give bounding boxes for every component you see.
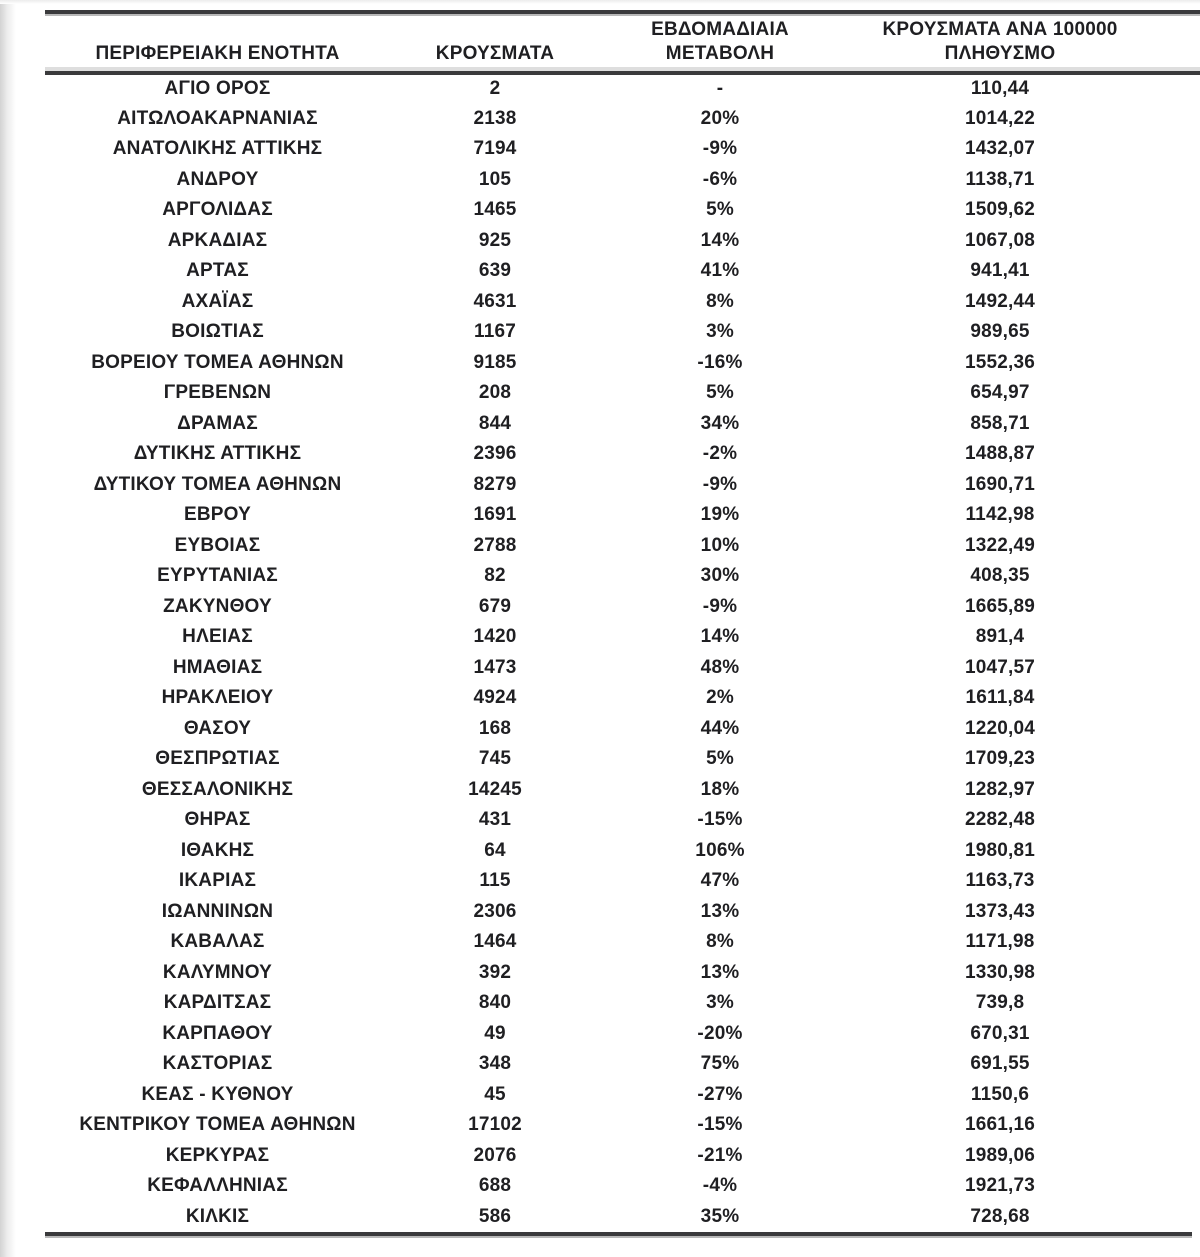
cell-per_100k: 654,97 [970, 382, 1030, 404]
cell-weekly_change: 35% [700, 1205, 740, 1227]
cell-cases: 168 [478, 717, 512, 739]
cell-per_100k: 408,35 [970, 565, 1030, 587]
cell-weekly_change: -20% [697, 1022, 743, 1044]
table-row [45, 256, 1200, 287]
cell-cases: 17102 [468, 1114, 522, 1136]
cell-per_100k: 858,71 [970, 412, 1030, 434]
table-row [45, 287, 1200, 318]
cell-cases: 1420 [473, 626, 517, 648]
cell-region: ΔΡΑΜΑΣ [177, 412, 258, 434]
table-row [45, 622, 1200, 653]
cell-per_100k: 1980,81 [964, 839, 1036, 861]
cell-region: ΕΥΒΟΙΑΣ [174, 534, 261, 556]
cell-region: ΚΕΦΑΛΛΗΝΙΑΣ [147, 1175, 288, 1197]
table-row [45, 775, 1200, 806]
cell-weekly_change: -27% [697, 1083, 743, 1105]
column-header-per_100k-line1: ΚΡΟΥΣΜΑΤΑ ΑΝΑ 100000 [882, 19, 1118, 40]
cell-per_100k: 1163,73 [965, 870, 1035, 892]
cell-weekly_change: 75% [700, 1053, 740, 1075]
cell-cases: 688 [478, 1175, 512, 1197]
column-header-weekly_change-line2: ΜΕΤΑΒΟΛΗ [665, 43, 775, 64]
cell-weekly_change: 19% [700, 504, 740, 526]
cell-region: ΔΥΤΙΚΟΥ ΤΟΜΕΑ ΑΘΗΝΩΝ [93, 473, 342, 495]
table-row [45, 1202, 1200, 1233]
cell-per_100k: 110,44 [970, 78, 1030, 100]
cell-cases: 45 [484, 1083, 506, 1105]
table-row [45, 1141, 1200, 1172]
regional-cases-table [45, 14, 1200, 1232]
table-row [45, 1080, 1200, 1111]
cell-region: ΗΡΑΚΛΕΙΟΥ [161, 687, 274, 709]
cell-cases: 1167 [473, 321, 517, 343]
cell-cases: 2138 [473, 107, 517, 129]
regional-cases-table-wrap [45, 10, 1200, 1236]
cell-weekly_change: 5% [706, 748, 734, 770]
table-row [45, 988, 1200, 1019]
cell-region: ΗΛΕΙΑΣ [182, 626, 253, 648]
cell-per_100k: 1611,84 [965, 687, 1035, 709]
table-row [45, 317, 1200, 348]
cell-weekly_change: -2% [702, 443, 738, 465]
cell-per_100k: 1488,87 [964, 443, 1036, 465]
cell-per_100k: 941,41 [970, 260, 1030, 282]
table-header-row [45, 14, 1200, 73]
cell-weekly_change: 13% [700, 961, 740, 983]
cell-per_100k: 1492,44 [964, 290, 1036, 312]
cell-weekly_change: 14% [700, 626, 740, 648]
cell-per_100k: 1330,98 [964, 961, 1036, 983]
table-row [45, 1019, 1200, 1050]
cell-cases: 64 [484, 839, 506, 861]
table-row [45, 897, 1200, 928]
table-row [45, 683, 1200, 714]
table-row [45, 1110, 1200, 1141]
cell-per_100k: 1150,6 [970, 1083, 1030, 1105]
table-row [45, 805, 1200, 836]
cell-region: ΑΓΙΟ ΟΡΟΣ [164, 78, 271, 100]
cell-per_100k: 1220,04 [964, 717, 1036, 739]
cell-region: ΔΥΤΙΚΗΣ ΑΤΤΙΚΗΣ [133, 443, 302, 465]
cell-cases: 1691 [473, 504, 517, 526]
cell-region: ΘΗΡΑΣ [184, 809, 251, 831]
page-top-edge-shadow [0, 0, 1200, 4]
cell-weekly_change: -15% [697, 809, 743, 831]
cell-cases: 1465 [473, 199, 517, 221]
cell-per_100k: 1509,62 [964, 199, 1036, 221]
cell-weekly_change: 34% [700, 412, 740, 434]
cell-cases: 2788 [473, 534, 517, 556]
cell-per_100k: 1921,73 [964, 1175, 1036, 1197]
cell-region: ΘΕΣΣΑΛΟΝΙΚΗΣ [141, 778, 294, 800]
cell-region: ΚΕΑΣ - ΚΥΘΝΟΥ [141, 1083, 294, 1105]
cell-weekly_change: -15% [697, 1114, 743, 1136]
table-row [45, 348, 1200, 379]
cell-cases: 1464 [473, 931, 517, 953]
cell-per_100k: 1282,97 [964, 778, 1036, 800]
cell-per_100k: 691,55 [970, 1053, 1030, 1075]
cell-region: ΑΝΔΡΟΥ [176, 168, 259, 190]
cell-weekly_change: 18% [700, 778, 740, 800]
cell-cases: 49 [484, 1022, 506, 1044]
column-header-weekly_change [600, 14, 840, 73]
cell-weekly_change: 5% [706, 382, 734, 404]
cell-per_100k: 1171,98 [965, 931, 1035, 953]
cell-weekly_change: 47% [700, 870, 740, 892]
cell-region: ΒΟΙΩΤΙΑΣ [171, 321, 264, 343]
cell-region: ΙΩΑΝΝΙΝΩΝ [161, 900, 274, 922]
cell-cases: 7194 [473, 138, 517, 160]
table-row [45, 378, 1200, 409]
cell-cases: 82 [484, 565, 506, 587]
table-row [45, 1171, 1200, 1202]
cell-cases: 925 [478, 229, 512, 251]
cell-weekly_change: - [716, 78, 724, 100]
column-header-per_100k [840, 14, 1200, 73]
cell-region: ΑΡΚΑΔΙΑΣ [167, 229, 268, 251]
cell-cases: 348 [478, 1053, 512, 1075]
table-row [45, 226, 1200, 257]
column-header-cases [390, 14, 600, 73]
cell-cases: 840 [478, 992, 512, 1014]
cell-per_100k: 891,4 [975, 626, 1025, 648]
cell-region: ΑΧΑΪΑΣ [181, 290, 254, 312]
page-left-edge-shadow [0, 0, 16, 1257]
cell-per_100k: 1373,43 [964, 900, 1036, 922]
cell-weekly_change: 20% [700, 107, 740, 129]
cell-per_100k: 1138,71 [965, 168, 1035, 190]
cell-weekly_change: -6% [702, 168, 738, 190]
cell-weekly_change: -21% [697, 1144, 743, 1166]
cell-cases: 115 [479, 870, 511, 892]
cell-region: ΕΒΡΟΥ [184, 504, 251, 526]
cell-region: ΘΕΣΠΡΩΤΙΑΣ [155, 748, 280, 770]
cell-weekly_change: 10% [700, 534, 740, 556]
table-row [45, 134, 1200, 165]
cell-per_100k: 1661,16 [964, 1114, 1036, 1136]
cell-cases: 4631 [473, 290, 517, 312]
cell-weekly_change: -4% [702, 1175, 738, 1197]
cell-per_100k: 1552,36 [964, 351, 1036, 373]
column-header-region-line2: ΠΕΡΙΦΕΡΕΙΑΚΗ ΕΝΟΤΗΤΑ [95, 43, 340, 64]
cell-per_100k: 2282,48 [964, 809, 1036, 831]
cell-cases: 2396 [473, 443, 517, 465]
table-row [45, 195, 1200, 226]
cell-weekly_change: 106% [695, 839, 745, 861]
cell-per_100k: 1322,49 [964, 534, 1036, 556]
cell-weekly_change: 30% [700, 565, 740, 587]
cell-region: ΑΝΑΤΟΛΙΚΗΣ ΑΤΤΙΚΗΣ [112, 138, 323, 160]
cell-per_100k: 1709,23 [964, 748, 1036, 770]
cell-per_100k: 1665,89 [964, 595, 1036, 617]
table-row [45, 836, 1200, 867]
cell-per_100k: 1142,98 [965, 504, 1035, 526]
cell-weekly_change: 48% [700, 656, 740, 678]
cell-region: ΑΡΤΑΣ [186, 260, 249, 282]
cell-cases: 745 [478, 748, 512, 770]
cell-weekly_change: 2% [706, 687, 734, 709]
table-row [45, 439, 1200, 470]
cell-region: ΙΚΑΡΙΑΣ [178, 870, 257, 892]
table-row [45, 653, 1200, 684]
cell-weekly_change: 3% [706, 321, 734, 343]
cell-cases: 208 [478, 382, 512, 404]
cell-weekly_change: 14% [700, 229, 740, 251]
cell-region: ΚΕΡΚΥΡΑΣ [165, 1144, 270, 1166]
cell-cases: 431 [478, 809, 512, 831]
table-row [45, 470, 1200, 501]
table-row [45, 927, 1200, 958]
cell-cases: 9185 [473, 351, 517, 373]
cell-cases: 4924 [473, 687, 517, 709]
cell-cases: 2076 [473, 1144, 517, 1166]
cell-cases: 639 [478, 260, 512, 282]
cell-cases: 105 [478, 168, 512, 190]
cell-weekly_change: 8% [706, 931, 734, 953]
cell-region: ΖΑΚΥΝΘΟΥ [163, 595, 272, 617]
table-row [45, 866, 1200, 897]
column-header-cases-line2: ΚΡΟΥΣΜΑΤΑ [435, 43, 555, 64]
cell-weekly_change: 5% [706, 199, 734, 221]
cell-weekly_change: 3% [706, 992, 734, 1014]
table-row [45, 592, 1200, 623]
table-bottom-rule [45, 1232, 1192, 1236]
cell-per_100k: 1432,07 [964, 138, 1036, 160]
table-row [45, 958, 1200, 989]
cell-per_100k: 1067,08 [964, 229, 1036, 251]
cell-cases: 2306 [473, 900, 517, 922]
column-header-weekly_change-line1: ΕΒΔΟΜΑΔΙΑΙΑ [651, 19, 789, 40]
cell-region: ΗΜΑΘΙΑΣ [172, 656, 263, 678]
column-header-region [45, 14, 390, 73]
cell-weekly_change: -9% [702, 138, 738, 160]
cell-per_100k: 739,8 [975, 992, 1025, 1014]
cell-weekly_change: 8% [706, 290, 734, 312]
cell-region: ΕΥΡΥΤΑΝΙΑΣ [157, 565, 278, 587]
cell-region: ΚΑΡΔΙΤΣΑΣ [163, 992, 272, 1014]
cell-region: ΚΕΝΤΡΙΚΟΥ ΤΟΜΕΑ ΑΘΗΝΩΝ [79, 1114, 356, 1136]
table-row [45, 409, 1200, 440]
cell-cases: 392 [478, 961, 512, 983]
cell-cases: 2 [489, 78, 501, 100]
cell-cases: 1473 [473, 656, 517, 678]
cell-region: ΚΑΛΥΜΝΟΥ [162, 961, 273, 983]
cell-region: ΚΑΒΑΛΑΣ [170, 931, 265, 953]
table-body [45, 73, 1200, 1232]
table-header [45, 14, 1200, 73]
table-row [45, 104, 1200, 135]
cell-cases: 14245 [468, 778, 522, 800]
table-row [45, 531, 1200, 562]
cell-per_100k: 1047,57 [964, 656, 1036, 678]
cell-weekly_change: -9% [702, 595, 738, 617]
table-row [45, 165, 1200, 196]
cell-region: ΓΡΕΒΕΝΩΝ [163, 382, 272, 404]
cell-weekly_change: 13% [700, 900, 740, 922]
cell-cases: 8279 [473, 473, 517, 495]
cell-region: ΚΙΛΚΙΣ [185, 1205, 250, 1227]
table-row [45, 73, 1200, 104]
cell-weekly_change: 41% [700, 260, 740, 282]
cell-weekly_change: -9% [702, 473, 738, 495]
cell-region: ΑΙΤΩΛΟΑΚΑΡΝΑΝΙΑΣ [117, 107, 318, 129]
cell-region: ΒΟΡΕΙΟΥ ΤΟΜΕΑ ΑΘΗΝΩΝ [91, 351, 344, 373]
cell-per_100k: 1989,06 [964, 1144, 1036, 1166]
cell-per_100k: 1690,71 [964, 473, 1036, 495]
table-row [45, 744, 1200, 775]
table-row [45, 1049, 1200, 1080]
table-row [45, 500, 1200, 531]
cell-weekly_change: -16% [697, 351, 743, 373]
cell-weekly_change: 44% [700, 717, 740, 739]
cell-region: ΑΡΓΟΛΙΔΑΣ [162, 199, 273, 221]
cell-region: ΘΑΣΟΥ [183, 717, 252, 739]
cell-per_100k: 989,65 [970, 321, 1030, 343]
cell-region: ΙΘΑΚΗΣ [180, 839, 255, 861]
cell-cases: 844 [478, 412, 512, 434]
cell-cases: 679 [478, 595, 512, 617]
column-header-per_100k-line2: ΠΛΗΘΥΣΜΟ [944, 43, 1056, 64]
cell-region: ΚΑΣΤΟΡΙΑΣ [162, 1053, 273, 1075]
cell-per_100k: 670,31 [970, 1022, 1030, 1044]
cell-region: ΚΑΡΠΑΘΟΥ [162, 1022, 273, 1044]
cell-cases: 586 [478, 1205, 512, 1227]
cell-per_100k: 1014,22 [964, 107, 1036, 129]
cell-per_100k: 728,68 [970, 1205, 1030, 1227]
table-row [45, 714, 1200, 745]
table-row [45, 561, 1200, 592]
